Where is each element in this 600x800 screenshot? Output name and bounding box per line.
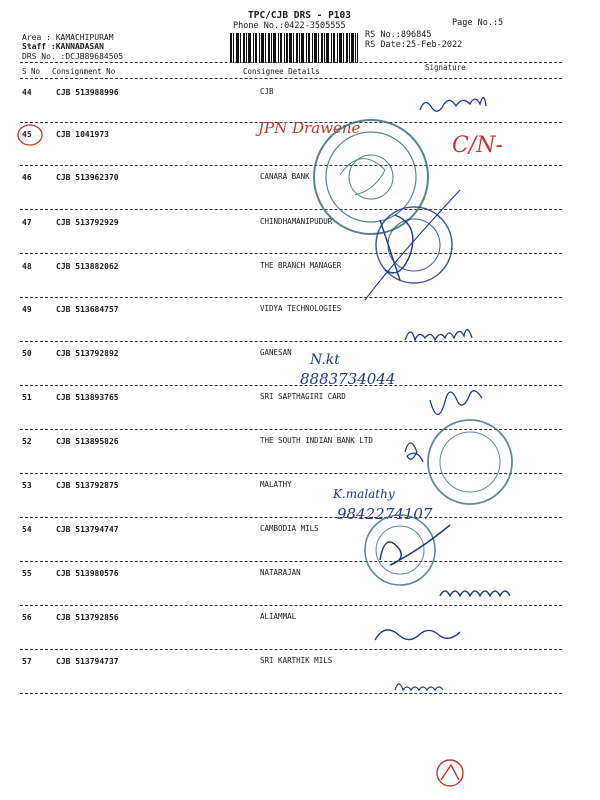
- col-header-consignment: Consignment No: [52, 67, 116, 76]
- signature-row47: [380, 215, 413, 280]
- row-consignment: CJB 513893765: [56, 393, 119, 402]
- row-consignee: ALIAMMAL: [260, 612, 297, 621]
- row-consignment: CJB 1041973: [56, 130, 109, 139]
- handwriting-row53-name: K.malathy: [333, 487, 395, 501]
- row-sno: 53: [22, 481, 32, 490]
- signature-stroke-long: [365, 190, 460, 300]
- rs-number: RS No.:896845: [365, 30, 432, 40]
- row-separator: [20, 605, 562, 606]
- row-sno: 52: [22, 437, 32, 446]
- signature-row54: [380, 525, 450, 565]
- row-separator: [20, 473, 562, 474]
- south-indian-bank-stamp: [428, 420, 512, 504]
- row-consignee: THE BRANCH MANAGER: [260, 261, 342, 270]
- row-sno: 56: [22, 613, 32, 622]
- handwriting-row45-cn: C/N-: [452, 133, 503, 158]
- document-title: TPC/CJB DRS - P103: [248, 10, 351, 21]
- row-separator: [20, 341, 562, 342]
- signature-row44: [420, 97, 486, 111]
- handwriting-row50-phone: 8883734044: [300, 370, 396, 388]
- row-consignee: CHINDHAMANIPUDUR: [260, 217, 333, 226]
- red-mark-bottom: [437, 760, 463, 786]
- row-separator: [20, 122, 562, 123]
- row-consignment: CJB 513792929: [56, 218, 119, 227]
- row-sno: 51: [22, 393, 32, 402]
- row-consignment: CJB 513794747: [56, 525, 119, 534]
- signature-row55: [440, 591, 510, 596]
- handwriting-row45-note: JPN Drawene: [258, 119, 361, 137]
- staff-label: Staff :KANNADASAN: [22, 42, 104, 51]
- signature-row49: [405, 329, 472, 340]
- row-separator: [20, 297, 562, 298]
- row-separator: [20, 253, 562, 254]
- handwriting-row53-phone: 9842274107: [337, 505, 433, 523]
- row-separator: [20, 649, 562, 650]
- row-consignment: CJB 513988996: [56, 88, 119, 97]
- row-consignee: CANARA BANK: [260, 172, 310, 181]
- row-consignee: SRI SAPTHAGIRI CARD: [260, 392, 346, 401]
- col-header-sno: S No: [22, 67, 41, 76]
- row-separator: [20, 165, 562, 166]
- row-consignment: CJB 513895826: [56, 437, 119, 446]
- signature-row56: [375, 630, 460, 640]
- row-consignee: THE SOUTH INDIAN BANK LTD: [260, 436, 373, 445]
- area-label: Area : KAMACHIPURAM: [22, 33, 114, 42]
- row-separator: [20, 209, 562, 210]
- row-consignment: CJB 513792856: [56, 613, 119, 622]
- row-sno: 49: [22, 305, 32, 314]
- row-consignee: SRI KARTHIK MILS: [260, 656, 333, 665]
- drs-number: DRS No. :DCJB89684505: [22, 52, 124, 61]
- row-separator: [20, 385, 562, 386]
- rs-date: RS Date:25-Feb-2022: [365, 40, 463, 50]
- row-sno: 46: [22, 173, 32, 182]
- row-separator: [20, 517, 562, 518]
- row-consignment: CJB 513684757: [56, 305, 119, 314]
- row-consignment: CJB 513962370: [56, 173, 119, 182]
- row-consignee: CAMBODIA MILS: [260, 524, 319, 533]
- row-sno: 44: [22, 88, 32, 97]
- row-consignment: CJB 513792892: [56, 349, 119, 358]
- row-consignee: GANESAN: [260, 348, 292, 357]
- row-consignment: CJB 513980576: [56, 569, 119, 578]
- row-consignee: MALATHY: [260, 480, 292, 489]
- signature-row57: [395, 684, 443, 690]
- row-consignment: CJB 513794737: [56, 657, 119, 666]
- row-consignee: VIDYA TECHNOLOGIES: [260, 304, 342, 313]
- page-number: Page No.:5: [452, 18, 504, 28]
- row-sno: 57: [22, 657, 32, 666]
- signature-row51: [430, 391, 482, 415]
- row-separator: [20, 693, 562, 694]
- bank-stamp-small: [376, 207, 452, 283]
- col-header-consignee: Consignee Details: [243, 67, 320, 76]
- row-separator: [20, 429, 562, 430]
- col-header-signature: Signature: [425, 63, 466, 72]
- row-consignee: NATARAJAN: [260, 568, 301, 577]
- row-consignment: CJB 513882062: [56, 262, 119, 271]
- cambodia-mills-stamp: [365, 515, 435, 585]
- row-separator: [20, 561, 562, 562]
- row-sno: 50: [22, 349, 32, 358]
- row-consignee: CJB: [260, 87, 274, 96]
- row-consignment: CJB 513792875: [56, 481, 119, 490]
- handwriting-row50-name: N.kt: [310, 352, 340, 368]
- row-sno: 55: [22, 569, 32, 578]
- row-sno: 45: [22, 130, 32, 139]
- header-rule-top: [20, 62, 562, 63]
- barcode: [230, 33, 358, 63]
- row-sno: 54: [22, 525, 32, 534]
- row-sno: 48: [22, 262, 32, 271]
- signature-row52: [405, 443, 423, 462]
- header-rule-bottom: [20, 78, 562, 79]
- row-sno: 47: [22, 218, 32, 227]
- phone-number: Phone No.:0422-3505555: [233, 21, 346, 31]
